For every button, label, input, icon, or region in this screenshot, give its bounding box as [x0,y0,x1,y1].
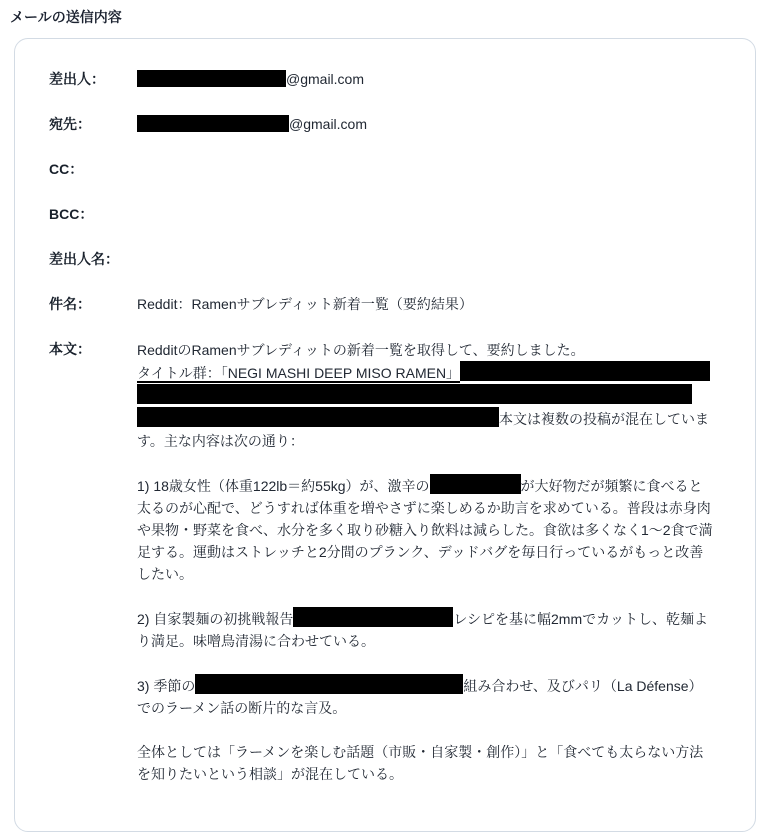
body-text-segment: 3) 季節の [137,678,196,694]
sender-name-label: 差出人名： [49,251,119,267]
body-content [137,339,715,785]
redacted-text-block [195,674,463,694]
cc-label: CC： [49,161,84,177]
body-text-segment: レシピを基に幅2mmでカットし、乾麺より満足。味噌鳥清湯に合わせている。 [137,611,708,649]
redacted-email-block [137,70,286,87]
to-domain: @gmail.com [289,116,368,132]
field-row-subject [49,294,715,315]
redacted-text-block [137,407,499,427]
body-text-segment: 全体としては「ラーメンを楽しむ話題（市販・自家製・創作）」と「食べても太らない方法を知りたいという相談」が混在している。 [137,744,704,782]
body-text-segment: タイトル群：「NEGI MASHI DEEP MISO RAMEN」 [137,365,461,381]
email-preview-card [14,38,756,832]
body-paragraph [137,607,715,652]
from-value [137,69,364,90]
body-text-segment: 本文は複数の投稿が混在しています。主な内容は次の通り： [137,411,709,449]
body-paragraph [137,741,715,785]
field-row-from [49,69,715,90]
to-value [137,114,367,135]
field-row-to [49,114,715,135]
redacted-email-block [137,115,289,132]
body-text-segment: 組み合わせ、及びパリ（La Défense）でのラーメン話の断片的な言及。 [137,678,703,716]
from-domain: @gmail.com [286,71,365,87]
redacted-text-block [293,607,453,627]
body-text-segment: が大好物だが頻繁に食べると太るのが心配で、どうすれば体重を増やさずに楽しめるか助言を求めている。普段は赤身肉や果物・野菜を食べ、水分を多く取り砂糖入り飲料は減らした。食欲は多くなく1〜2食で満足する。運動はストレッチと2分間のプランク、デッドバグを毎日行っているがもっと改善したい。 [137,478,713,582]
body-text-segment: 2) 自家製麺の初挑戦報告 [137,611,294,627]
field-row-cc [49,159,715,180]
subject-value: Reddit：Ramenサブレディット新着一覧（要約結果） [137,296,473,312]
body-text-segment: 1) 18歳女性（体重122lb＝約55kg）が、激辛の [137,478,430,494]
redacted-text-block [137,384,692,404]
field-row-body [49,339,715,785]
subject-label: 件名： [49,296,91,312]
body-paragraph [137,674,715,719]
from-label: 差出人： [49,71,105,87]
bcc-label: BCC： [49,206,94,222]
body-label: 本文： [49,341,91,357]
body-text-segment: RedditのRamenサブレディットの新着一覧を取得して、要約しました。 [137,342,585,358]
redacted-text-block [430,474,521,494]
body-paragraph [137,474,715,585]
field-row-sender-name [49,249,715,270]
redacted-text-block [460,361,710,381]
page-title: メールの送信内容 [10,9,122,25]
body-paragraph [137,339,715,452]
field-row-bcc [49,204,715,225]
to-label: 宛先： [49,116,91,132]
